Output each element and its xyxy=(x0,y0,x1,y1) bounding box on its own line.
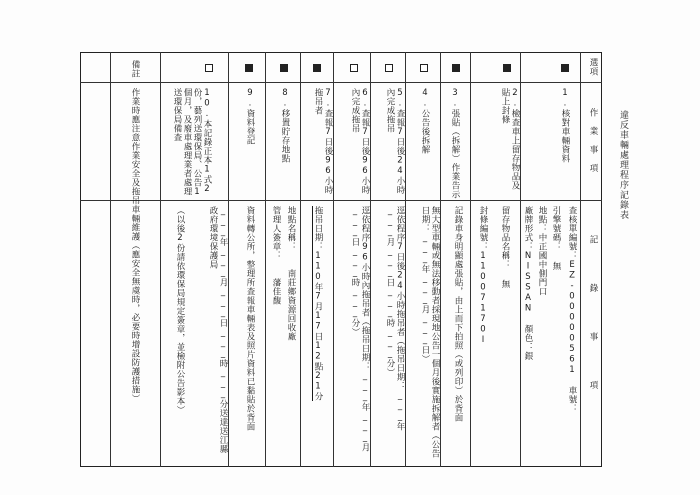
row-6-label: 6.查報7日後96小時內完成拖吊 xyxy=(350,88,370,195)
row-8-label: 8.移置貯存地點 xyxy=(280,88,290,163)
row-divider xyxy=(370,52,371,467)
checkbox-row-2[interactable] xyxy=(503,64,511,72)
row-1-label: 1.核對車輛資料 xyxy=(560,88,570,163)
checkbox-row-10[interactable] xyxy=(205,64,213,72)
row-2-line-2: 封條編號：11007170I xyxy=(478,206,488,346)
row-4-line-1: 無大型車輛或無法移動者採現地公告一個月後實施拆解者（公告日期：___年___月___日） xyxy=(420,206,440,458)
row-7-label: 7.查報7日後96小時拖吊者 xyxy=(313,88,333,195)
header-divider-2 xyxy=(80,200,602,201)
row-9-line-1: 資料轉公所，整理所查報車輛表及照片資料已黏貼於背面 xyxy=(245,206,255,431)
checkbox-row-5[interactable] xyxy=(385,64,393,72)
row-divider xyxy=(470,52,471,467)
header-option: 選項 xyxy=(588,58,598,76)
note-label: 備註 xyxy=(130,60,140,78)
row-1-line-2: 引擎號碼： 無 xyxy=(551,206,561,271)
checkbox-row-8[interactable] xyxy=(280,64,288,72)
row-divider xyxy=(520,52,521,467)
row-6-line-1: 逕依程序96小時內拖吊者（拖吊日期：___年___月___日___時___分） xyxy=(350,206,370,452)
header-record: 記錄事項 xyxy=(588,235,598,429)
row-divider xyxy=(580,52,581,467)
checkbox-row-6[interactable] xyxy=(350,64,358,72)
checkbox-row-1[interactable] xyxy=(561,64,569,72)
checkbox-row-7[interactable] xyxy=(313,64,321,72)
header-divider-1 xyxy=(80,82,602,83)
row-10-line-1: ___年___月___日___時___分送達送江縣政府環境保護局 xyxy=(208,206,228,454)
row-8-line-1: 地點名稱： 南莊鄉資源回收廠 xyxy=(286,206,296,341)
checkbox-row-3[interactable] xyxy=(452,64,460,72)
row-divider xyxy=(228,52,229,467)
row-10-label: 10.本記錄正本1式2份，藝列送環保局、公告1個月，及廢車處理業者處理送環保局備查 xyxy=(172,88,212,198)
row-10-line-2: （以後2份請依環保局規定簽章，並檢附公告影本） xyxy=(175,206,185,415)
row-5-label: 5.查報7日後24小時內完成拖吊 xyxy=(385,88,405,195)
row-divider xyxy=(440,52,441,467)
row-5-line-1: 逕依程序7日後24小時拖吊者（拖吊日期：___年___月___日___時___分） xyxy=(385,206,405,431)
note-text: 作業時應注意作業安全及拖吊車輛維護（應安全無虞時，必要時增設防護措施） xyxy=(130,88,140,403)
checkbox-row-9[interactable] xyxy=(245,64,253,72)
row-divider xyxy=(265,52,266,467)
checkbox-row-4[interactable] xyxy=(420,64,428,72)
row-1-line-3: 地點：中正國中側門口 xyxy=(537,206,547,296)
row-4-label: 4.公告後拆解 xyxy=(420,88,430,154)
row-2-line-1: 留存物品名稱： 無 xyxy=(500,206,510,289)
row-3-label: 3.張貼（拆解）作業告示 xyxy=(450,88,460,199)
row-3-line-1: 記錄車身明顯處張貼，由上而下拍照（或列印）於背面 xyxy=(453,206,463,422)
row-1-line-4: 廠牌形式：NISSAN 顏色：銀 xyxy=(523,206,533,361)
row-8-line-2: 管理人簽章： 藩佳馥 xyxy=(271,206,281,305)
row-9-label: 9.資料登記 xyxy=(245,88,255,145)
row-2-label: 2.檢查車上留存物品及貼上封條 xyxy=(500,88,520,190)
row-divider xyxy=(300,52,301,467)
row-7-line-1: 拖吊日期：110年7月17日12點21分 xyxy=(313,206,323,401)
row-1-line-1: 查核單編號：EZ-00000561 車號： xyxy=(567,206,577,413)
row-divider xyxy=(110,52,111,467)
form-title: 違反車輛處理程序記錄表 xyxy=(618,110,628,220)
row-divider xyxy=(405,52,406,467)
row-divider xyxy=(333,52,334,467)
row-divider xyxy=(160,52,161,467)
header-procedure: 作業事項 xyxy=(588,108,598,182)
